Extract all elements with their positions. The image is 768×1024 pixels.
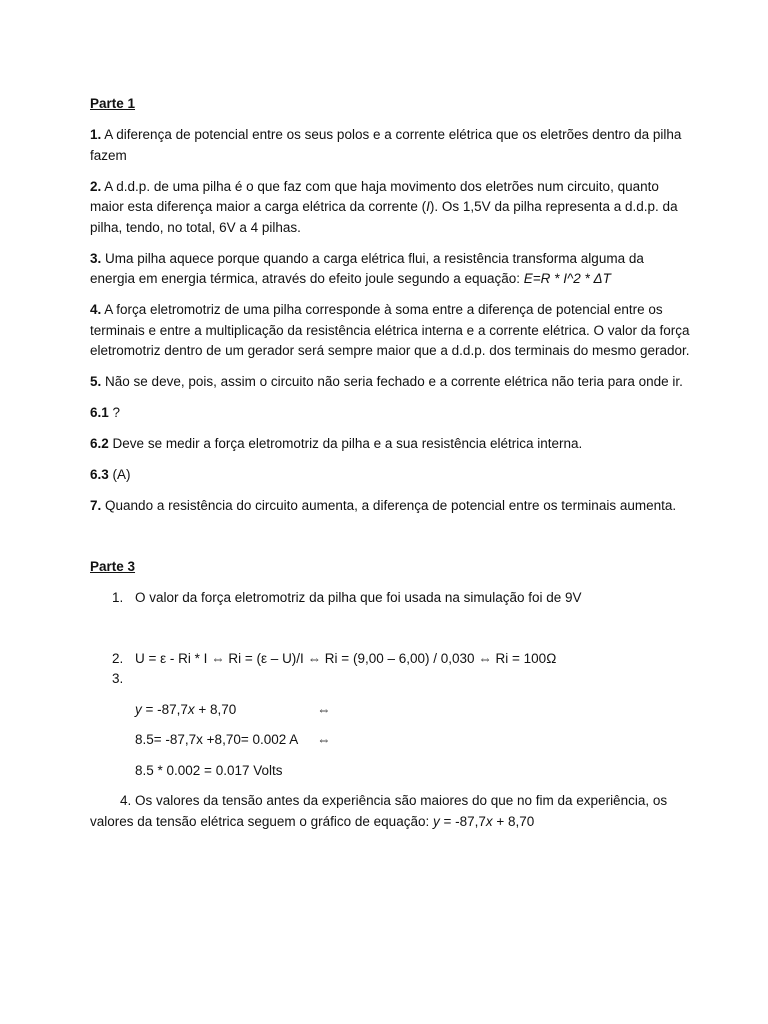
voltage-calculation — [135, 761, 690, 782]
equivalence-arrow-icon: ⇔ — [317, 732, 331, 747]
answer-5 — [90, 372, 690, 393]
parte3-item-4 — [90, 791, 690, 832]
parte1-heading: Parte 1 — [90, 96, 136, 111]
answer-text: Uma pilha aquece porque quando a carga elétrica flui, a resistência transforma alguma da energia em energia térmica, através do efeito joule segundo a equação: — [90, 250, 644, 286]
parte3-item-3 — [90, 669, 690, 690]
eq-part: + 8,70 — [194, 701, 237, 717]
parte3-heading: Parte 3 — [90, 559, 136, 574]
calc-text: 8.5 * 0.002 = 0.017 Volts — [135, 762, 283, 778]
resistance-equation: U = ε - Ri * I ⇔ Ri = (ε – U)/I ⇔ Ri = (9,00 – 6,00) / 0,030 ⇔ Ri = 100Ω — [135, 650, 557, 666]
answer-text: (A) — [112, 467, 131, 482]
answer-text: Não se deve, pois, assim o circuito não seria fechado e a corrente elétrica não teria para onde ir. — [105, 374, 683, 389]
list-text: O valor da força eletromotriz da pilha que foi usada na simulação foi de 9V — [135, 590, 582, 605]
answer-6-3 — [90, 465, 690, 486]
graph-equation — [135, 700, 690, 721]
parte3-item-1 — [90, 588, 690, 609]
section-spacer — [90, 527, 690, 557]
answer-2 — [90, 177, 690, 239]
answer-text: A força eletromotriz de uma pilha corresponde à soma entre a diferença de potencial entre os terminais e entre a multiplicação da resistência elétrica interna e a corrente elétrica. O valor da força eletromotriz dentro de um gerador será sempre maior que a d.d.p. dos terminais do mesmo gerador. — [90, 302, 690, 358]
answer-text: A d.d.p. de uma pilha é o que faz com que haja movimento dos eletrões num circuito, quanto maior esta diferença maior a carga elétrica da corrente ( — [90, 178, 659, 214]
answer-number: 6.1 — [90, 405, 109, 420]
answer-7 — [90, 496, 690, 517]
equivalence-arrow-icon: ⇔ — [317, 701, 331, 717]
eq-part: = -87,7 — [141, 701, 188, 717]
list-number: 3. — [112, 671, 124, 686]
eq-y: y — [432, 813, 440, 829]
answer-6-2 — [90, 434, 690, 455]
list-number: 1. — [112, 590, 124, 605]
list-number: 2. — [112, 650, 124, 666]
answer-text: A diferença de potencial entre os seus polos e a corrente elétrica que os eletrões dentro da pilha fazem — [90, 127, 682, 163]
answer-number: 6.2 — [90, 436, 109, 451]
eq-x: x — [187, 701, 195, 717]
list-number: 4. — [120, 793, 132, 808]
answer-4 — [90, 300, 690, 362]
answer-text: ? — [112, 405, 121, 420]
answer-3 — [90, 249, 690, 290]
eq-part: + 8,70 — [492, 813, 535, 829]
parte3-item-2 — [90, 649, 690, 670]
current-calculation — [135, 730, 690, 751]
answer-6-1 — [90, 403, 690, 424]
joule-equation: E=R * I^2 * ΔT — [523, 271, 611, 286]
answer-1 — [90, 125, 690, 166]
answer-number: 5. — [90, 374, 102, 389]
answer-number: 4. — [90, 302, 102, 317]
answer-number: 3. — [90, 250, 102, 266]
answer-number: 7. — [90, 498, 102, 513]
list-text: Os valores da tensão antes da experiência são maiores do que no fim da experiência, os valores da tensão elétrica seguem o gráfico de equação: — [90, 793, 668, 829]
answer-text: Deve se medir a força eletromotriz da pilha e a sua resistência elétrica interna. — [112, 436, 583, 451]
eq-y: y — [135, 701, 142, 717]
document-page — [90, 94, 690, 843]
answer-number: 2. — [90, 178, 102, 194]
eq-part: = -87,7 — [439, 813, 486, 829]
answer-text: Quando a resistência do circuito aumenta, a diferença de potencial entre os terminais aumenta. — [105, 498, 677, 513]
current-symbol: I — [426, 199, 430, 214]
answer-number: 6.3 — [90, 467, 109, 482]
eq-x: x — [485, 813, 493, 829]
answer-number: 1. — [90, 127, 102, 142]
calc-text: 8.5= -87,7x +8,70= 0.002 A — [135, 732, 299, 747]
answer-text-cont: ). Os 1,5V da pilha representa a d.d.p. da pilha, tendo, no total, 6V a 4 pilhas. — [90, 199, 678, 235]
